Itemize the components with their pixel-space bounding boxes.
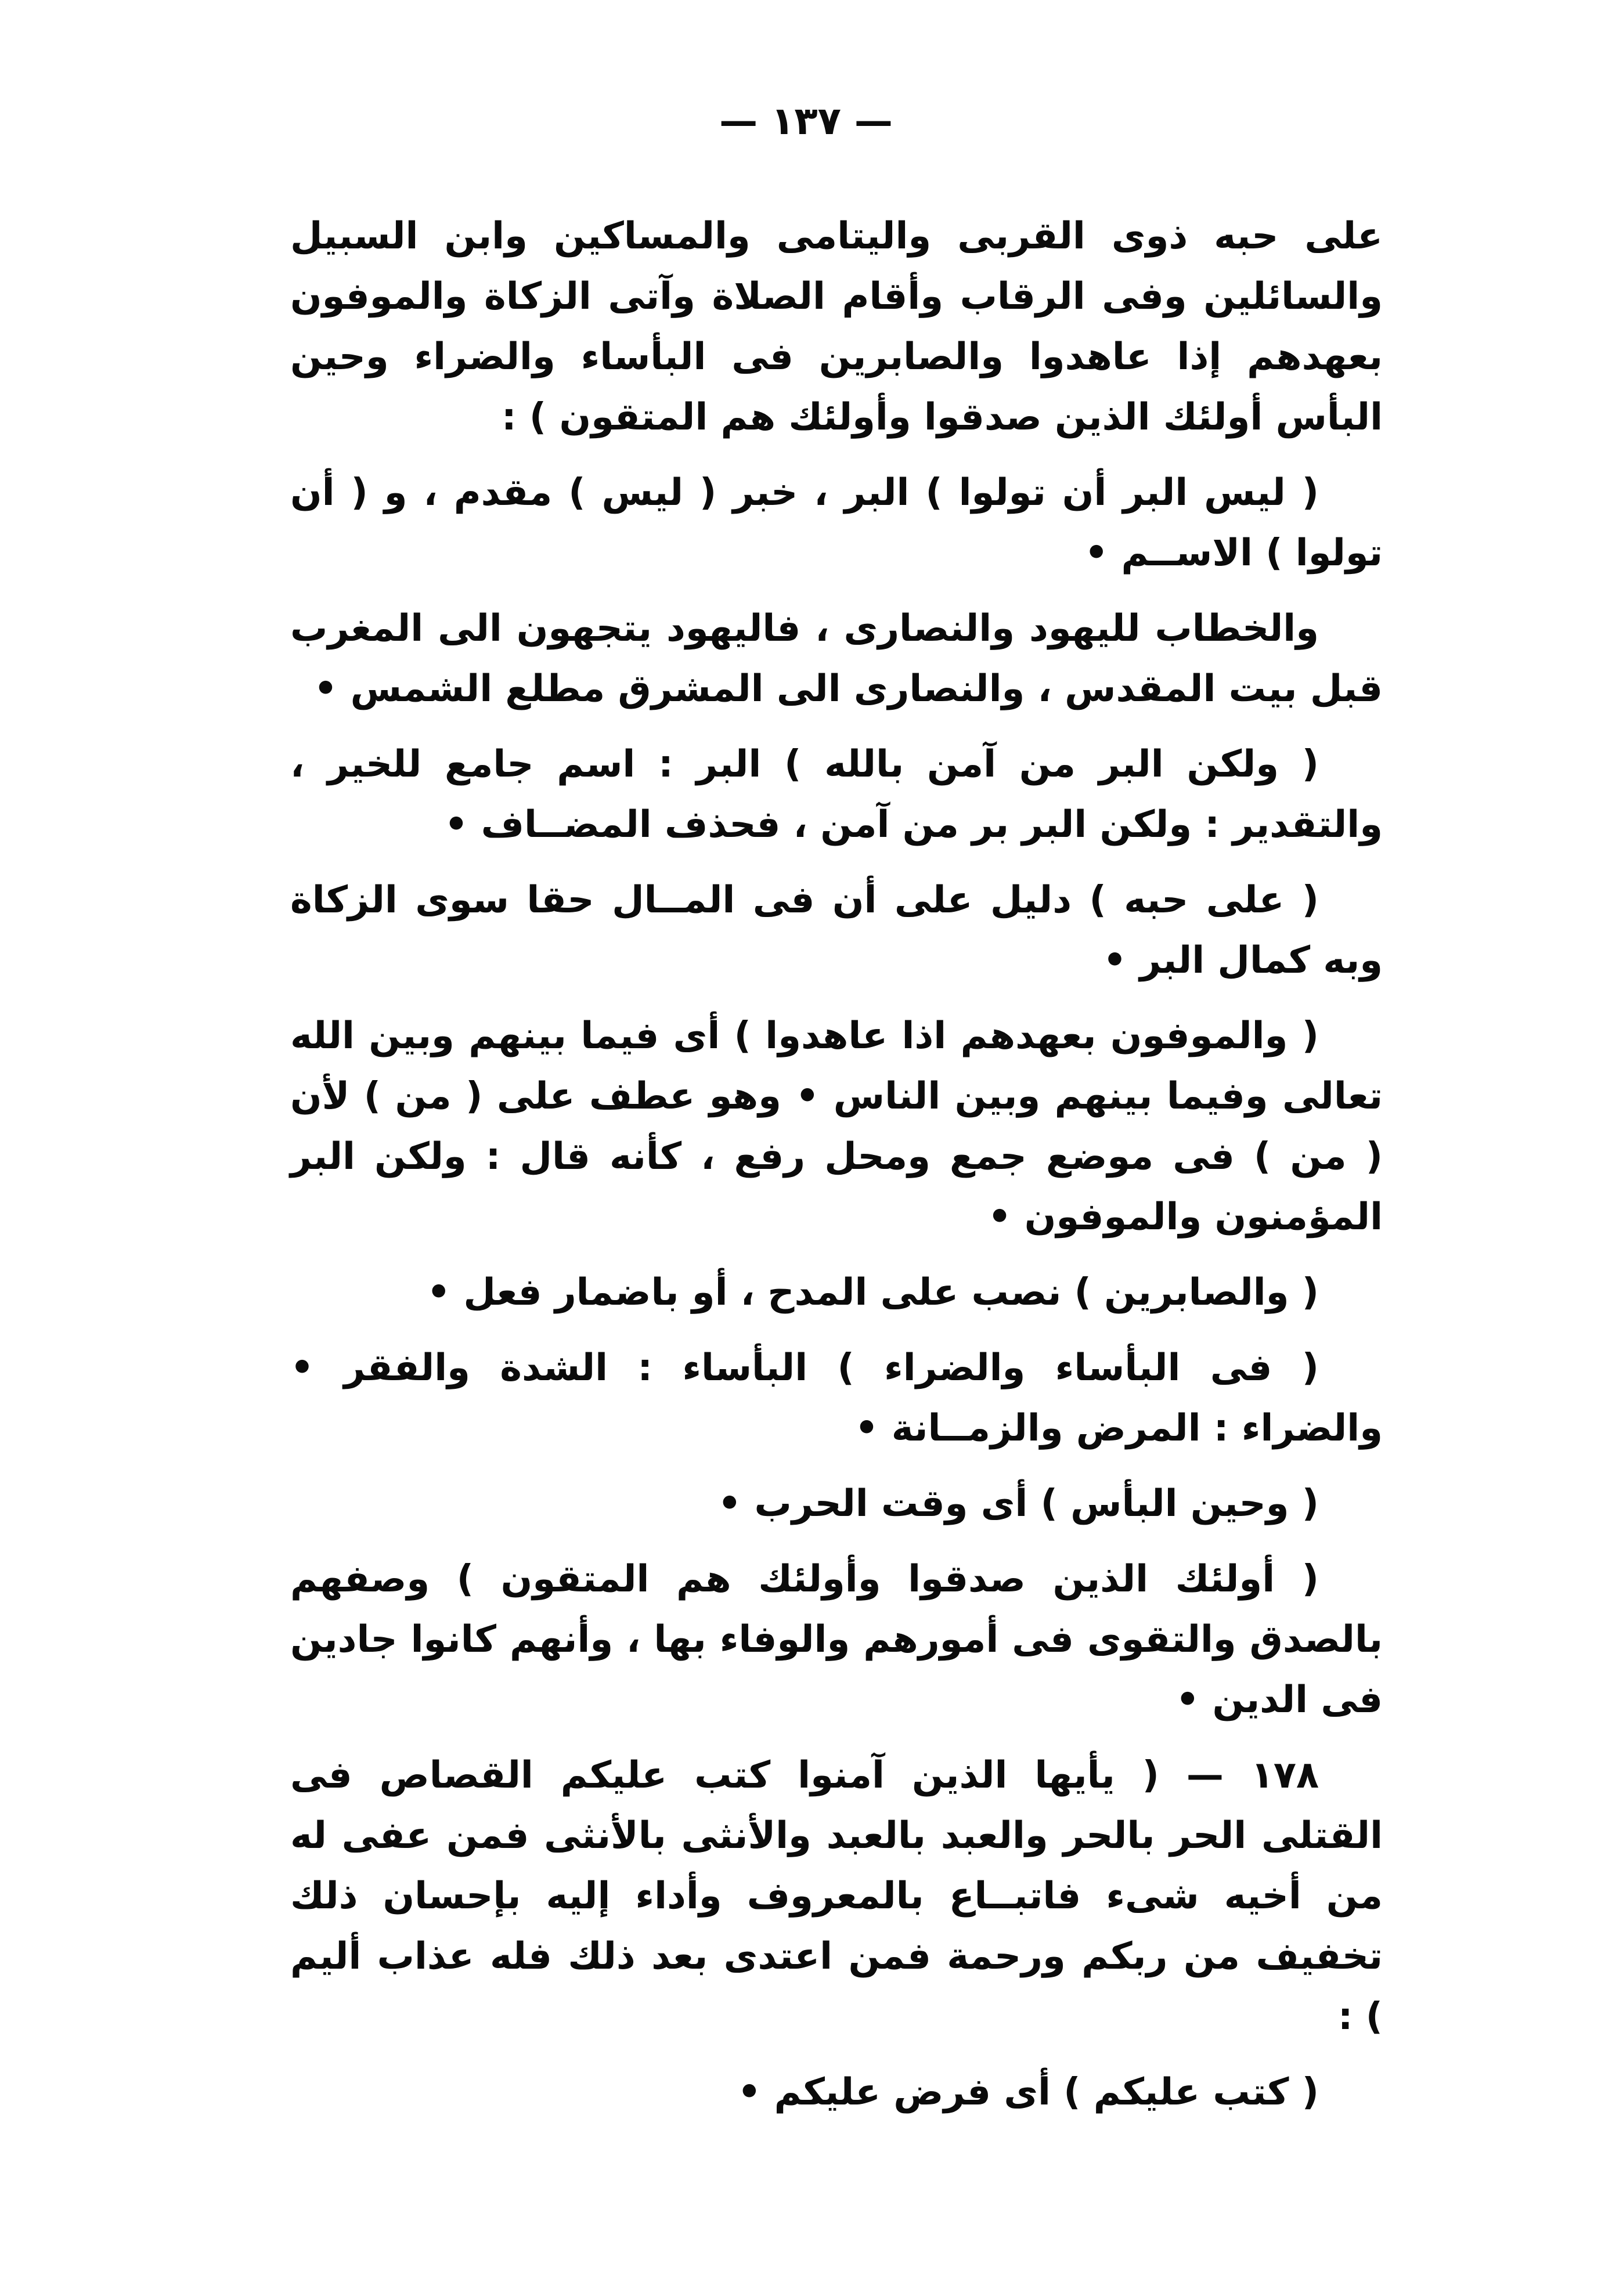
paragraph-khitab: والخطاب لليهود والنصارى ، فاليهود يتجهون الى المغرب قبل بيت المقدس ، والنصارى الى المشرق مطلع الشمس • (290, 607, 1383, 710)
paragraph-walakin-al-birr: ( ولكن البر من آمن بالله ) البر : اسم جامع للخير ، والتقدير : ولكن البر بر من آمن ، فحذف المضــاف • (290, 743, 1383, 846)
paragraph-wal-mufun: ( والموفون بعهدهم اذا عاهدوا ) أى فيما بينهم وبين الله تعالى وفيما بينهم وبين الناس • وهو عطف على ( من ) لأن ( من ) فى موضع جمع ومحل رفع ، كأنه قال : ولكن البر المؤمنون والموفون • (290, 1015, 1383, 1239)
paragraph-ulaika: ( أولئك الذين صدقوا وأولئك هم المتقون ) وصفهم بالصدق والتقوى فى أمورهم والوفاء بها ، وأنهم كانوا جادين فى الدين • (290, 1558, 1383, 1721)
paragraph-kutiba-alaykum: ( كتب عليكم ) أى فرض عليكم • (737, 2071, 1319, 2114)
paragraph-hin-al-bas: ( وحين البأس ) أى وقت الحرب • (717, 1482, 1319, 1525)
paragraph-verse-continuation: على حبه ذوى القربى واليتامى والمساكين وابن السبيل والسائلين وفى الرقاب وأقام الصلاة وآتى الزكاة والموفون بعهدهم إذا عاهدوا والصابرين فى البأساء والضراء وحين البأس أولئك الذين صدقوا وأولئك هم المتقون ) : (290, 215, 1383, 439)
page-number: — ١٣٧ — (719, 99, 893, 143)
paragraph-laysa-al-birr: ( ليس البر أن تولوا ) البر ، خبر ( ليس ) مقدم ، و ( أن تولوا ) الاســم • (290, 471, 1383, 575)
paragraph-al-basa: ( فى البأساء والضراء ) البأساء : الشدة والفقر • والضراء : المرض والزمــانة • (290, 1346, 1383, 1450)
paragraph-was-sabirin: ( والصابرين ) نصب على المدح ، أو باضمار فعل • (427, 1271, 1319, 1314)
paragraph-verse-178: ١٧٨ — ( يأيها الذين آمنوا كتب عليكم القصاص فى القتلى الحر بالحر والعبد بالعبد والأنثى بالأنثى فمن عفى له من أخيه شىء فاتبــاع بالمعروف وأداء إليه بإحسان ذلك تخفيف من ربكم ورحمة فمن اعتدى بعد ذلك فله عذاب أليم ) : (290, 1754, 1383, 2038)
page-body (290, 206, 1383, 2138)
paragraph-ala-hubbihi: ( على حبه ) دليل على أن فى المــال حقا سوى الزكاة وبه كمال البر • (290, 879, 1383, 982)
